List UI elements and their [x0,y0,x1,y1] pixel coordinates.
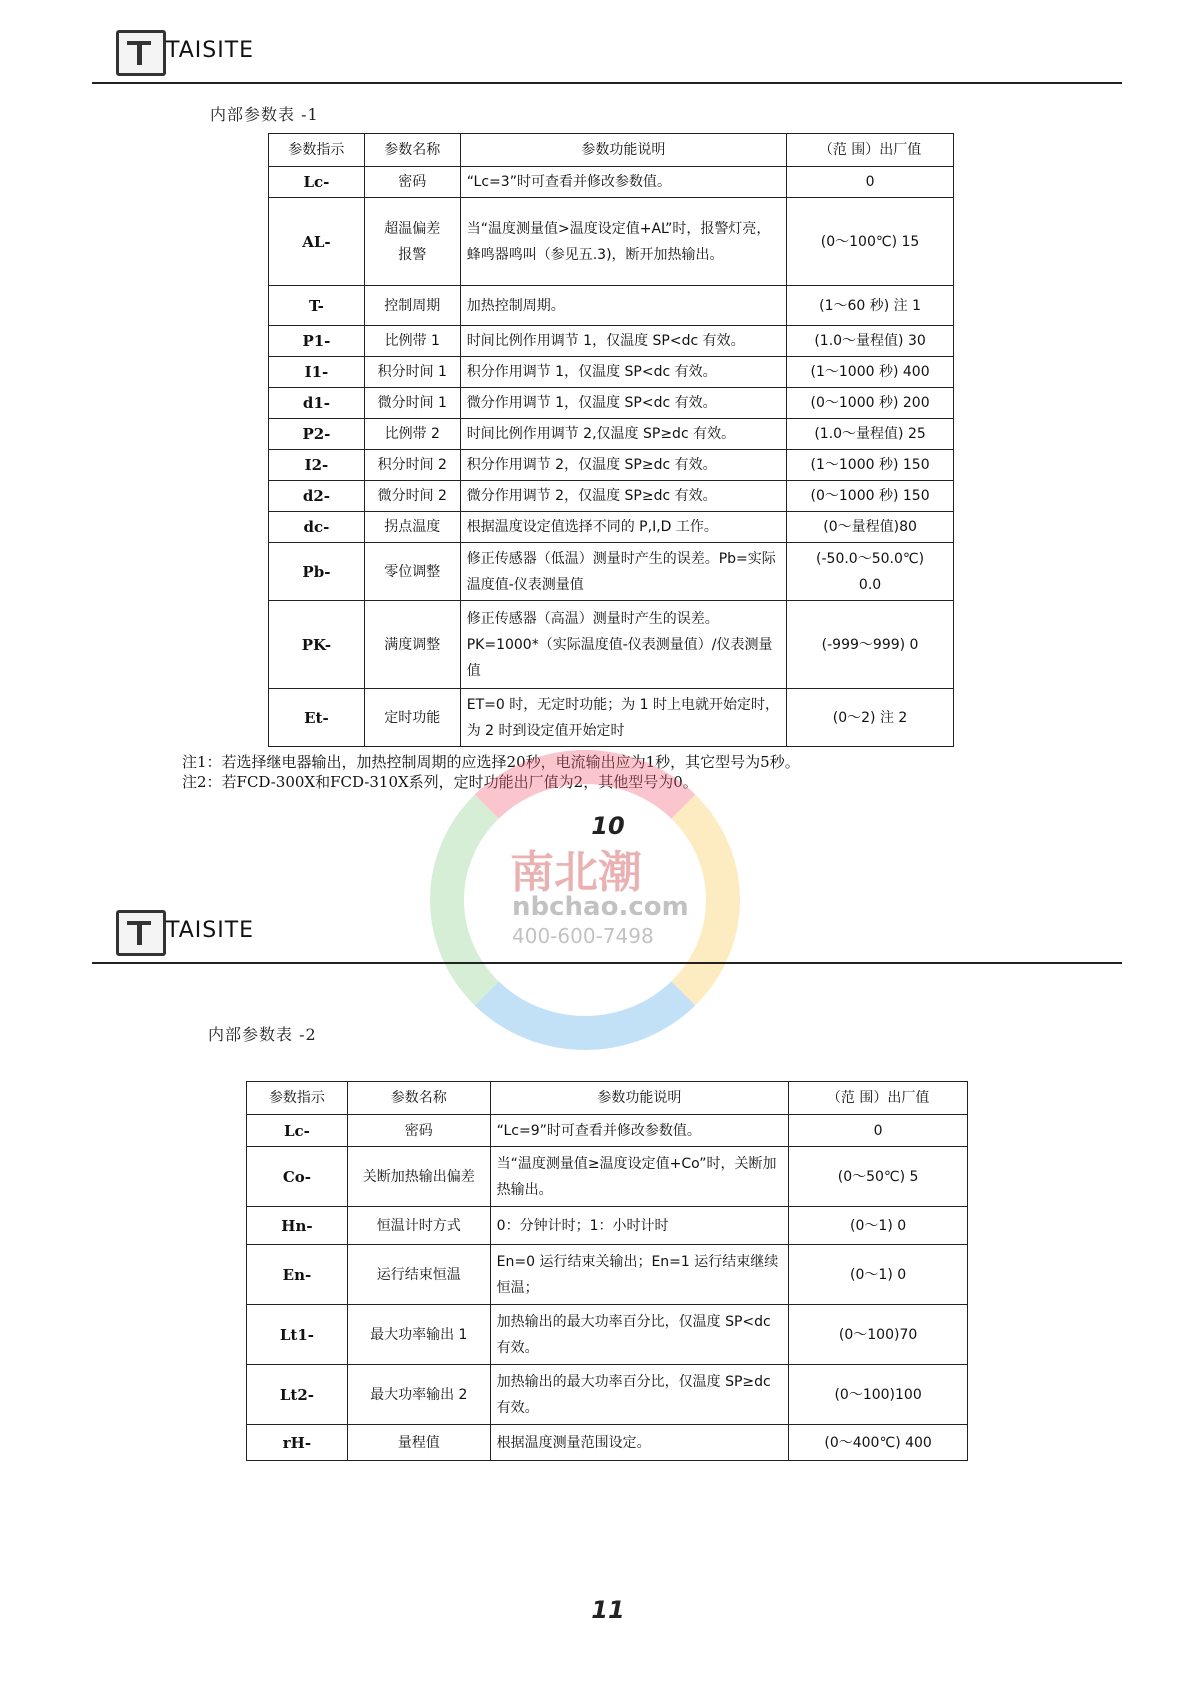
parameter-table-1 [268,133,954,747]
page2-header [92,910,1122,964]
param-name: 恒温计时方式 [347,1207,490,1245]
param-code: rH- [247,1425,348,1461]
param-desc: 根据温度测量范围设定。 [490,1425,789,1461]
table-row [247,1365,968,1425]
param-code: P2- [269,419,365,450]
taisite-logo-icon [116,910,166,956]
param-code: T- [269,286,365,326]
table-row [269,419,954,450]
param-code: Co- [247,1147,348,1207]
param-name: 微分时间 2 [364,481,460,512]
param-range: (0～100)70 [789,1305,968,1365]
param-range: (1.0～量程值) 30 [787,326,954,357]
param-code: Pb- [269,543,365,601]
param-name: 比例带 2 [364,419,460,450]
watermark-url: nbchao.com [512,892,689,922]
table-header-row [269,134,954,167]
page-number-10: 10 [591,812,625,840]
table1-notes [182,752,800,792]
watermark-splash-icon [430,750,740,1050]
param-desc: 时间比例作用调节 1，仅温度 SP<dc 有效。 [460,326,786,357]
param-range: 0 [787,167,954,198]
param-code: PK- [269,601,365,689]
param-desc: 修正传感器（高温）测量时产生的误差。PK=1000*（实际温度值-仪表测量值）/仪表测量值 [460,601,786,689]
param-code: dc- [269,512,365,543]
param-range: (-50.0～50.0℃) 0.0 [787,543,954,601]
param-range: (1～1000 秒) 400 [787,357,954,388]
table-row [269,543,954,601]
param-range: (0～1) 0 [789,1207,968,1245]
table-row [247,1305,968,1365]
param-desc: 加热控制周期。 [460,286,786,326]
table-row [247,1425,968,1461]
param-code: Lt2- [247,1365,348,1425]
param-desc: 当“温度测量值≥温度设定值+Co”时，关断加热输出。 [490,1147,789,1207]
param-desc: 时间比例作用调节 2,仅温度 SP≥dc 有效。 [460,419,786,450]
header-range: （范 围）出厂值 [789,1082,968,1115]
param-name: 积分时间 2 [364,450,460,481]
table-row [247,1147,968,1207]
param-name: 量程值 [347,1425,490,1461]
table-row [269,198,954,286]
taisite-logo-icon [116,30,166,76]
page2-table-title: 内部参数表 -2 [208,1025,317,1044]
param-range: (0～1000 秒) 200 [787,388,954,419]
param-name: 密码 [347,1115,490,1147]
param-desc: 加热输出的最大功率百分比，仅温度 SP<dc 有效。 [490,1305,789,1365]
param-range: (0～量程值)80 [787,512,954,543]
param-desc: “Lc=9”时可查看并修改参数值。 [490,1115,789,1147]
table-row [269,388,954,419]
table-row [269,689,954,747]
param-name: 运行结束恒温 [347,1245,490,1305]
param-code: Lc- [247,1115,348,1147]
param-desc: 积分作用调节 1，仅温度 SP<dc 有效。 [460,357,786,388]
param-name: 微分时间 1 [364,388,460,419]
param-name: 超温偏差报警 [364,198,460,286]
param-range: (1～60 秒) 注 1 [787,286,954,326]
param-range: (0～2) 注 2 [787,689,954,747]
param-code: d2- [269,481,365,512]
note-1: 注1：若选择继电器输出，加热控制周期的应选择20秒，电流输出应为1秒，其它型号为5秒。 [182,753,800,771]
watermark-phone: 400-600-7498 [512,924,654,948]
header-name: 参数名称 [347,1082,490,1115]
param-name: 定时功能 [364,689,460,747]
param-code: Et- [269,689,365,747]
param-range: (0～100)100 [789,1365,968,1425]
param-desc: En=0 运行结束关输出；En=1 运行结束继续恒温； [490,1245,789,1305]
param-code: I1- [269,357,365,388]
param-desc: 根据温度设定值选择不同的 P,I,D 工作。 [460,512,786,543]
param-desc: 当“温度测量值>温度设定值+AL”时，报警灯亮，蜂鸣器鸣叫（参见五.3)，断开加热输出。 [460,198,786,286]
brand-name: TAISITE [166,918,255,943]
param-name: 比例带 1 [364,326,460,357]
param-code: Lt1- [247,1305,348,1365]
table-row [269,326,954,357]
param-desc: 微分作用调节 2，仅温度 SP≥dc 有效。 [460,481,786,512]
param-desc: ET=0 时，无定时功能；为 1 时上电就开始定时，为 2 时到设定值开始定时 [460,689,786,747]
table-row [247,1207,968,1245]
param-range: (0～50℃) 5 [789,1147,968,1207]
param-name: 密码 [364,167,460,198]
page1-table-title: 内部参数表 -1 [210,105,319,124]
param-code: Lc- [269,167,365,198]
table-row [269,286,954,326]
param-desc: 0：分钟计时；1：小时计时 [490,1207,789,1245]
param-range: (0～1000 秒) 150 [787,481,954,512]
table-row [247,1115,968,1147]
param-name: 拐点温度 [364,512,460,543]
param-code: d1- [269,388,365,419]
param-desc: 加热输出的最大功率百分比，仅温度 SP≥dc 有效。 [490,1365,789,1425]
param-name: 最大功率输出 2 [347,1365,490,1425]
header-code: 参数指示 [247,1082,348,1115]
param-code: P1- [269,326,365,357]
param-code: En- [247,1245,348,1305]
page-number-11: 11 [591,1596,625,1624]
param-range: 0 [789,1115,968,1147]
param-code: I2- [269,450,365,481]
param-range: (0～400℃) 400 [789,1425,968,1461]
table-header-row [247,1082,968,1115]
table-row [269,601,954,689]
table-row [269,450,954,481]
param-name: 最大功率输出 1 [347,1305,490,1365]
param-desc: 微分作用调节 1，仅温度 SP<dc 有效。 [460,388,786,419]
header-range: （范 围）出厂值 [787,134,954,167]
param-name: 零位调整 [364,543,460,601]
param-name: 关断加热输出偏差 [347,1147,490,1207]
table-row [269,357,954,388]
header-code: 参数指示 [269,134,365,167]
header-desc: 参数功能说明 [460,134,786,167]
param-range: (-999～999) 0 [787,601,954,689]
param-desc: “Lc=3”时可查看并修改参数值。 [460,167,786,198]
param-desc: 积分作用调节 2，仅温度 SP≥dc 有效。 [460,450,786,481]
param-range: (1.0～量程值) 25 [787,419,954,450]
param-code: AL- [269,198,365,286]
watermark-logo: 南北潮 [510,847,642,898]
param-range: (0～1) 0 [789,1245,968,1305]
table-row [269,512,954,543]
header-name: 参数名称 [364,134,460,167]
param-range: (1～1000 秒) 150 [787,450,954,481]
table-row [247,1245,968,1305]
param-name: 满度调整 [364,601,460,689]
param-code: Hn- [247,1207,348,1245]
brand-name: TAISITE [166,38,255,63]
table-row [269,167,954,198]
table-row [269,481,954,512]
param-name: 控制周期 [364,286,460,326]
param-range: (0～100℃) 15 [787,198,954,286]
parameter-table-2 [246,1081,968,1461]
header-desc: 参数功能说明 [490,1082,789,1115]
param-desc: 修正传感器（低温）测量时产生的误差。Pb=实际温度值-仪表测量值 [460,543,786,601]
param-name: 积分时间 1 [364,357,460,388]
note-2: 注2：若FCD-300X和FCD-310X系列，定时功能出厂值为2，其他型号为0。 [182,773,698,791]
page1-header [92,30,1122,84]
